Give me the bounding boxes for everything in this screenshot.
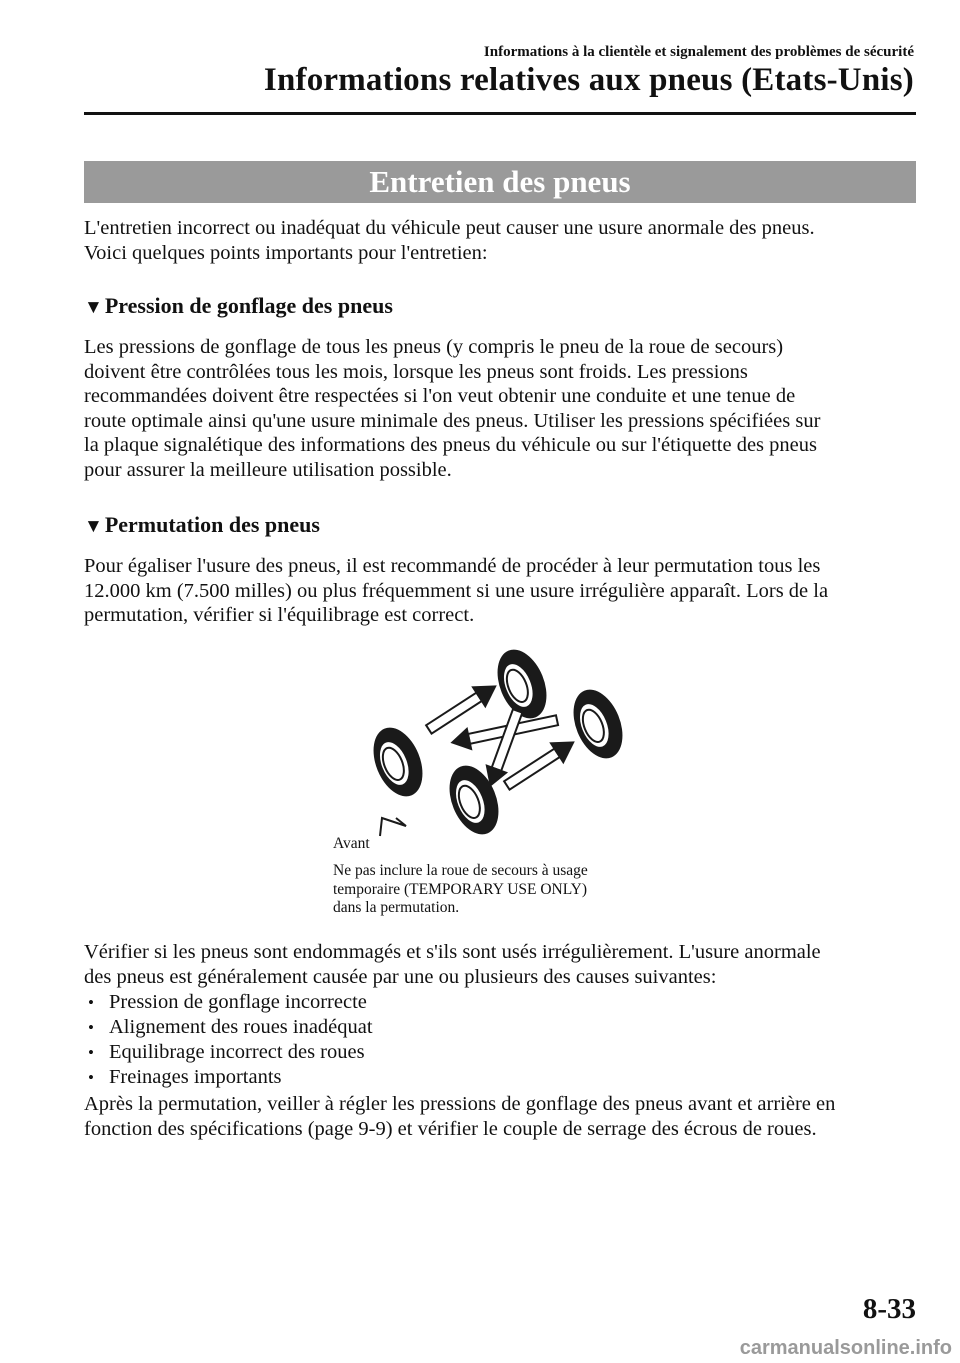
footer-watermark: carmanualsonline.info [739,1337,952,1359]
front-label: Avant [333,835,370,852]
intro-paragraph [84,216,924,265]
text-line: doivent être contrôlées tous les mois, lorsque les pneus sont froids. Les pressions [84,360,748,383]
bullet-icon: • [88,1068,94,1087]
text-line: Après la permutation, veiller à régler les pressions de gonflage des pneus avant et arrière en [84,1093,836,1115]
permutation-paragraph [84,554,924,628]
pression-paragraph [84,335,924,483]
bullet-icon: • [88,993,94,1012]
text-line: L'entretien incorrect ou inadéquat du véhicule peut causer une usure anormale des pneus. [84,217,815,239]
bullet-icon: • [88,1043,94,1062]
triangle-marker-icon: ▼ [84,297,103,318]
text-line: route optimale ainsi qu'une usure minimale des pneus. Utiliser les pressions spécifiées sur [84,409,821,432]
list-item [84,990,924,1015]
heading-text: Pression de gonflage des pneus [104,293,393,318]
heading-pression [84,293,393,319]
text-line: temporaire (TEMPORARY USE ONLY) [333,880,588,898]
list-item-text: Pression de gonflage incorrecte [109,991,367,1013]
front-direction-icon [380,818,406,836]
list-item [84,1065,924,1090]
page-header-subtitle: Informations à la clientèle et signalement des problèmes de sécurité [483,44,914,60]
text-line: la plaque signalétique des informations des pneus du véhicule ou sur l'étiquette des pneus [84,434,817,457]
bullet-icon: • [88,1018,94,1037]
heading-permutation [84,512,320,538]
list-item [84,1040,924,1065]
text-line: permutation, vérifier si l'équilibrage est correct. [84,604,475,627]
text-line: Vérifier si les pneus sont endommagés et s'ils sont usés irrégulièrement. L'usure anormale [84,941,821,963]
section-title-band: Entretien des pneus [84,161,916,203]
list-item [84,1015,924,1040]
heading-text: Permutation des pneus [104,512,320,537]
text-line: Les pressions de gonflage de tous les pneus (y compris le pneu de la roue de secours) [84,336,784,358]
text-line: fonction des spécifications (page 9-9) et vérifier le couple de serrage des écrous de roues. [84,1117,817,1140]
tire-front-right [564,682,632,765]
text-line: 12.000 km (7.500 milles) ou plus fréquemment si une usure irrégulière apparaît. Lors de la [84,579,829,602]
text-line: pour assurer la meilleure utilisation possible. [84,458,452,481]
text-line: Voici quelques points importants pour l'entretien: [84,241,488,264]
text-line: Ne pas inclure la roue de secours à usage [333,862,588,879]
list-item-text: Freinages importants [109,1066,282,1088]
causes-list [84,990,924,1090]
tire-rear-left [364,720,432,803]
diagram-note [333,862,693,918]
text-line: dans la permutation. [333,899,460,916]
text-line: des pneus est généralement causée par une ou plusieurs des causes suivantes: [84,965,717,988]
list-item-text: Alignement des roues inadéquat [109,1016,373,1038]
text-line: Pour égaliser l'usure des pneus, il est recommandé de procéder à leur permutation tous les [84,555,821,577]
after-permutation-paragraph [84,1092,924,1141]
list-item-text: Equilibrage incorrect des roues [109,1041,365,1063]
page-header-title: Informations relatives aux pneus (Etats-Unis) [263,62,914,98]
header-rule [84,112,916,115]
tire-rotation-diagram [330,640,660,840]
text-line: recommandées doivent être respectées si l'on veut obtenir une conduite et une tenue de [84,385,796,408]
page-number: 8-33 [862,1293,916,1325]
triangle-marker-icon: ▼ [84,516,103,537]
verification-paragraph [84,940,924,989]
